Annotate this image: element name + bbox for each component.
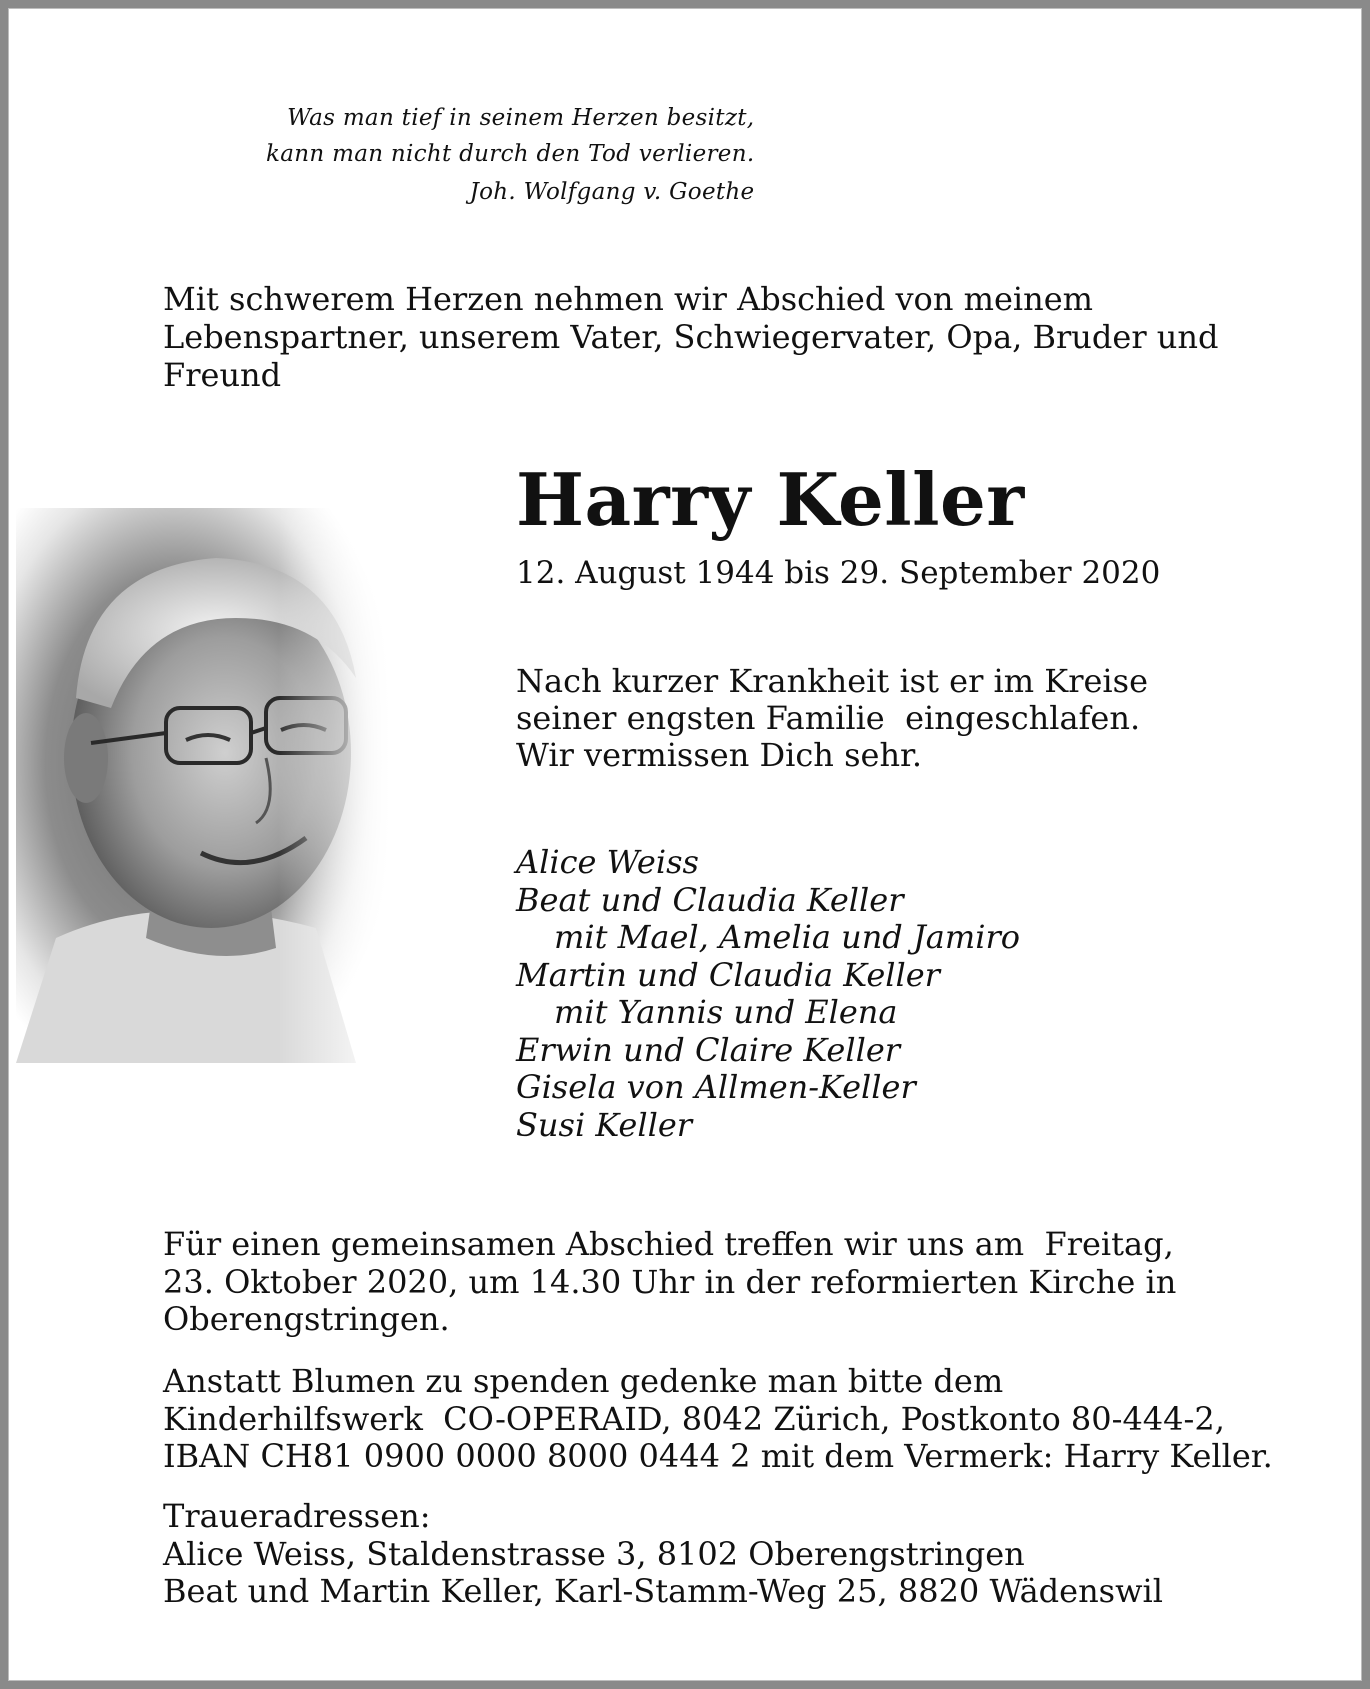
goethe-quote <box>266 100 754 210</box>
quote-line-2: kann man nicht durch den Tod verlieren. <box>266 141 755 167</box>
message-line-2: seiner engsten Familie eingeschlafen. <box>516 699 1141 737</box>
family-member-children: mit Mael, Amelia und Jamiro <box>554 918 1020 956</box>
address-line-1: Alice Weiss, Staldenstrasse 3, 8102 Oberengstringen <box>163 1534 1025 1573</box>
family-list <box>516 844 1020 1144</box>
intro-line-3: Freund <box>163 356 282 394</box>
family-member: Beat und Claudia Keller <box>516 880 904 919</box>
message-line-3: Wir vermissen Dich sehr. <box>516 736 922 774</box>
family-member: Gisela von Allmen-Keller <box>516 1068 916 1106</box>
intro-text <box>163 280 1223 394</box>
family-member: Erwin und Claire Keller <box>516 1030 901 1069</box>
donation-line-2: Kinderhilfswerk CO-OPERAID, 8042 Zürich, Postkonto 80-444-2, <box>163 1399 1225 1438</box>
intro-line-1: Mit schwerem Herzen nehmen wir Abschied von meinem <box>163 280 1093 318</box>
farewell-line-3: Oberengstringen. <box>163 1300 450 1338</box>
donation-line-1: Anstatt Blumen zu spenden gedenke man bitte dem <box>163 1362 1004 1400</box>
message-text <box>516 663 1236 774</box>
quote-author: Joh. Wolfgang v. Goethe <box>469 179 755 205</box>
family-member: Susi Keller <box>516 1105 693 1144</box>
family-member-children: mit Yannis und Elena <box>554 993 898 1031</box>
obituary-page <box>8 8 1362 1681</box>
addresses-heading: Traueradressen: <box>163 1497 431 1535</box>
farewell-line-1: Für einen gemeinsamen Abschied treffen wir uns am Freitag, <box>163 1225 1174 1263</box>
life-dates: 12. August 1944 bis 29. September 2020 <box>516 555 1161 591</box>
farewell-line-2: 23. Oktober 2020, um 14.30 Uhr in der reformierten Kirche in <box>163 1262 1177 1301</box>
addresses-paragraph <box>163 1498 1263 1611</box>
deceased-name: Harry Keller <box>516 457 1025 542</box>
intro-line-2: Lebenspartner, unserem Vater, Schwiegervater, Opa, Bruder und <box>163 318 1219 356</box>
family-member: Martin und Claudia Keller <box>516 955 940 994</box>
portrait-photo <box>16 508 391 1063</box>
farewell-paragraph <box>163 1226 1263 1339</box>
quote-line-1: Was man tief in seinem Herzen besitzt, <box>287 105 755 131</box>
address-line-2: Beat und Martin Keller, Karl-Stamm-Weg 25, 8820 Wädenswil <box>163 1572 1163 1610</box>
family-member: Alice Weiss <box>516 843 699 881</box>
donation-line-3: IBAN CH81 0900 0000 8000 0444 2 mit dem Vermerk: Harry Keller. <box>163 1437 1273 1475</box>
donation-paragraph <box>163 1362 1273 1476</box>
message-line-1: Nach kurzer Krankheit ist er im Kreise <box>516 662 1149 700</box>
